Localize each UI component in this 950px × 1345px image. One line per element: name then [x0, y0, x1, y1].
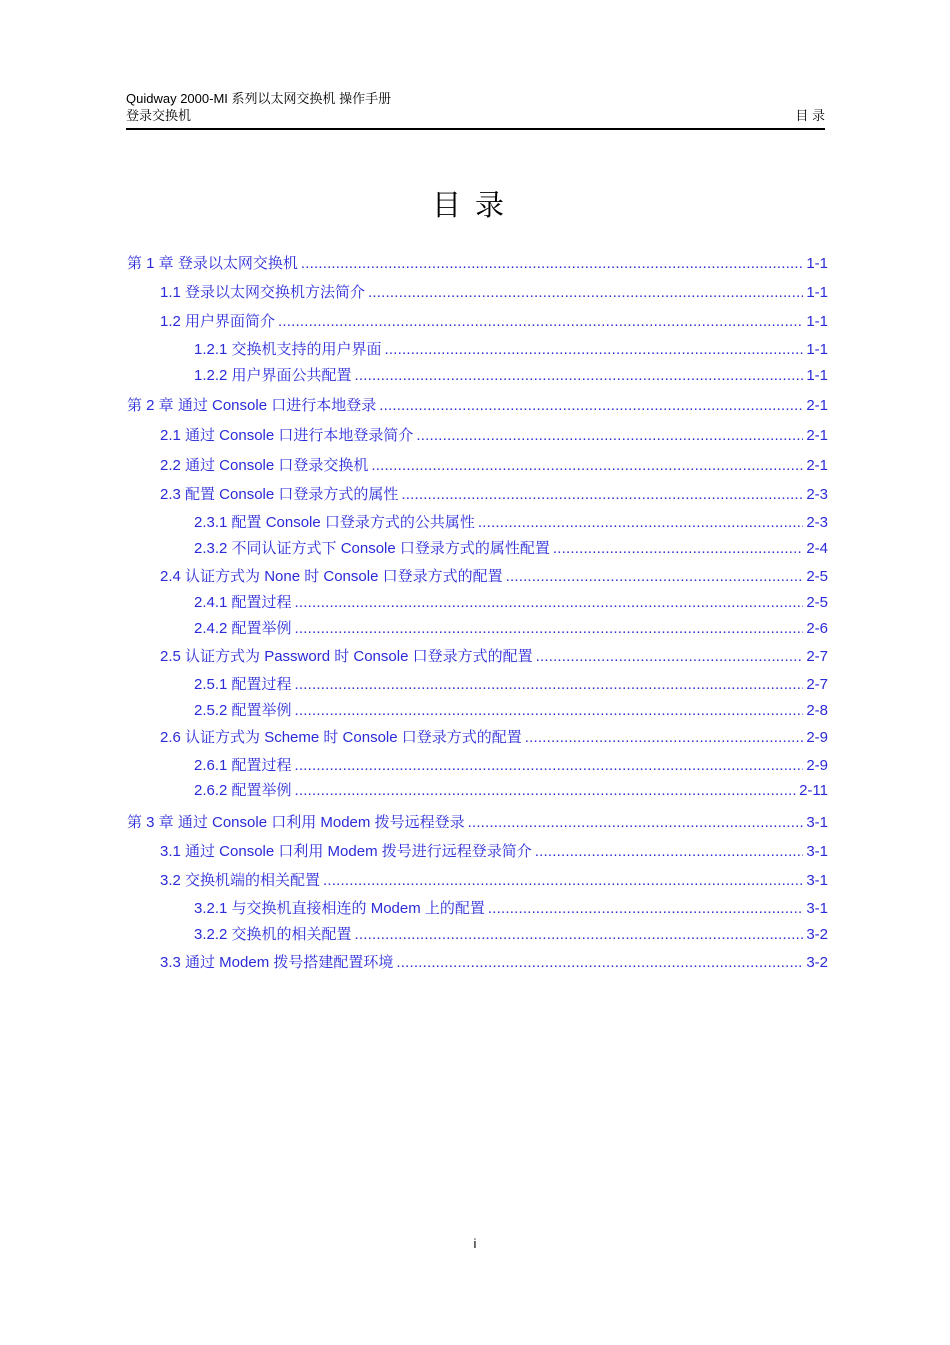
toc-entry[interactable] — [194, 593, 828, 613]
toc-entry-page: 3-1 — [806, 814, 828, 831]
toc-leader-dots — [506, 567, 804, 587]
toc-leader-dots — [488, 899, 803, 919]
toc-entry-title: 第 1 章 登录以太网交换机 — [127, 255, 298, 272]
toc-entry[interactable] — [194, 756, 828, 776]
toc-entry-page: 2-3 — [806, 514, 828, 531]
toc-entry-page: 3-1 — [806, 872, 828, 889]
toc-entry-page: 2-9 — [806, 757, 828, 774]
toc-entry-page: 3-2 — [806, 954, 828, 971]
toc-entry-title: 1.1 登录以太网交换机方法简介 — [160, 284, 366, 301]
toc-entry-page: 3-2 — [806, 926, 828, 943]
toc-entry-title: 3.2 交换机端的相关配置 — [160, 872, 321, 889]
toc-leader-dots — [301, 254, 803, 274]
page-header — [126, 90, 825, 124]
toc-leader-dots — [355, 925, 804, 945]
toc-leader-dots — [401, 485, 803, 505]
toc-entry-page: 2-7 — [806, 676, 828, 693]
toc-leader-dots — [295, 675, 804, 695]
toc-entry[interactable] — [194, 619, 828, 639]
header-row — [126, 107, 825, 124]
toc-leader-dots — [295, 701, 804, 721]
toc-entry-title: 2.6.1 配置过程 — [194, 757, 292, 774]
toc-leader-dots — [553, 539, 803, 559]
toc-leader-dots — [416, 426, 803, 446]
toc-entry-title: 3.2.1 与交换机直接相连的 Modem 上的配置 — [194, 900, 485, 917]
toc-entry-page: 2-4 — [806, 540, 828, 557]
header-rule — [126, 128, 825, 130]
toc-entry-title: 2.3 配置 Console 口登录方式的属性 — [160, 486, 399, 503]
toc-entry-title: 2.1 通过 Console 口进行本地登录简介 — [160, 427, 414, 444]
toc-entry-page: 2-5 — [806, 568, 828, 585]
toc-entry-title: 2.5 认证方式为 Password 时 Console 口登录方式的配置 — [160, 648, 533, 665]
toc-leader-dots — [525, 728, 804, 748]
toc-leader-dots — [385, 340, 804, 360]
toc-entry[interactable] — [194, 781, 828, 801]
toc-entry[interactable] — [194, 925, 828, 945]
toc-entry-page: 2-6 — [806, 620, 828, 637]
toc-entry-page: 2-1 — [806, 457, 828, 474]
toc-entry[interactable] — [194, 701, 828, 721]
toc-entry-page: 2-9 — [806, 729, 828, 746]
toc-leader-dots — [379, 396, 803, 416]
toc-entry[interactable] — [194, 899, 828, 919]
toc-entry[interactable] — [160, 283, 828, 303]
toc-entry[interactable] — [160, 485, 828, 505]
toc-entry-page: 2-11 — [799, 782, 828, 799]
toc-entry[interactable] — [194, 675, 828, 695]
toc-leader-dots — [535, 842, 804, 862]
toc-entry-title: 2.3.1 配置 Console 口登录方式的公共属性 — [194, 514, 475, 531]
toc-entry-title: 第 3 章 通过 Console 口利用 Modem 拨号远程登录 — [127, 814, 465, 831]
toc-entry[interactable] — [160, 647, 828, 667]
toc-entry-page: 1-1 — [806, 255, 828, 272]
toc-leader-dots — [295, 756, 804, 776]
toc-leader-dots — [536, 647, 804, 667]
toc-leader-dots — [478, 513, 803, 533]
toc-entry-page: 2-3 — [806, 486, 828, 503]
toc-entry[interactable] — [194, 539, 828, 559]
toc-entry-title: 2.6 认证方式为 Scheme 时 Console 口登录方式的配置 — [160, 729, 522, 746]
toc-entry[interactable] — [127, 813, 828, 833]
toc-entry-title: 第 2 章 通过 Console 口进行本地登录 — [127, 397, 377, 414]
page-title: 目录 — [431, 188, 518, 222]
toc-entry-page: 2-1 — [806, 397, 828, 414]
toc-entry-page: 3-1 — [806, 900, 828, 917]
toc-entry-page: 2-1 — [806, 427, 828, 444]
toc-leader-dots — [396, 953, 803, 973]
toc-entry[interactable] — [160, 728, 828, 748]
toc-entry-title: 3.2.2 交换机的相关配置 — [194, 926, 352, 943]
toc-entry-title: 3.3 通过 Modem 拨号搭建配置环境 — [160, 954, 394, 971]
toc-entry-page: 1-1 — [806, 341, 828, 358]
toc-entry[interactable] — [194, 340, 828, 360]
toc-entry[interactable] — [160, 456, 828, 476]
toc-leader-dots — [368, 283, 803, 303]
toc-entry[interactable] — [160, 426, 828, 446]
toc-leader-dots — [295, 781, 797, 801]
header-section-label: 目 录 — [795, 108, 825, 123]
toc-entry[interactable] — [127, 254, 828, 274]
toc-entry-title: 2.5.1 配置过程 — [194, 676, 292, 693]
toc-entry[interactable] — [194, 366, 828, 386]
toc-entry-page: 1-1 — [806, 284, 828, 301]
toc-leader-dots — [468, 813, 804, 833]
toc-entry-page: 2-5 — [806, 594, 828, 611]
toc-entry-title: 2.4 认证方式为 None 时 Console 口登录方式的配置 — [160, 568, 503, 585]
toc-entry[interactable] — [160, 567, 828, 587]
toc-entry-page: 3-1 — [806, 843, 828, 860]
toc-entry-page: 2-8 — [806, 702, 828, 719]
toc-leader-dots — [295, 593, 804, 613]
toc-entry-page: 1-1 — [806, 367, 828, 384]
toc-entry[interactable] — [160, 953, 828, 973]
toc-leader-dots — [295, 619, 804, 639]
toc-entry-title: 1.2.1 交换机支持的用户界面 — [194, 341, 382, 358]
toc-entry[interactable] — [194, 513, 828, 533]
toc-leader-dots — [355, 366, 804, 386]
page-number: i — [473, 1236, 477, 1251]
header-section-name: 登录交换机 — [126, 108, 192, 123]
toc-entry-title: 2.5.2 配置举例 — [194, 702, 292, 719]
toc-entry-title: 1.2 用户界面简介 — [160, 313, 276, 330]
toc-entry-title: 2.2 通过 Console 口登录交换机 — [160, 457, 369, 474]
toc-leader-dots — [278, 312, 803, 332]
toc-entry-title: 2.6.2 配置举例 — [194, 782, 292, 799]
toc-entry-title: 2.4.2 配置举例 — [194, 620, 292, 637]
toc-entry-page: 2-7 — [806, 648, 828, 665]
toc-entry-title: 3.1 通过 Console 口利用 Modem 拨号进行远程登录简介 — [160, 843, 532, 860]
header-manual-title: Quidway 2000-MI 系列以太网交换机 操作手册 — [126, 91, 392, 106]
toc-entry[interactable] — [127, 396, 828, 416]
toc-leader-dots — [371, 456, 803, 476]
toc-leader-dots — [323, 871, 803, 891]
toc-entry[interactable] — [160, 312, 828, 332]
toc-entry-title: 2.3.2 不同认证方式下 Console 口登录方式的属性配置 — [194, 540, 550, 557]
toc-entry[interactable] — [160, 842, 828, 862]
toc-entry-page: 1-1 — [806, 313, 828, 330]
toc-entry-title: 2.4.1 配置过程 — [194, 594, 292, 611]
toc-entry[interactable] — [160, 871, 828, 891]
toc-entry-title: 1.2.2 用户界面公共配置 — [194, 367, 352, 384]
